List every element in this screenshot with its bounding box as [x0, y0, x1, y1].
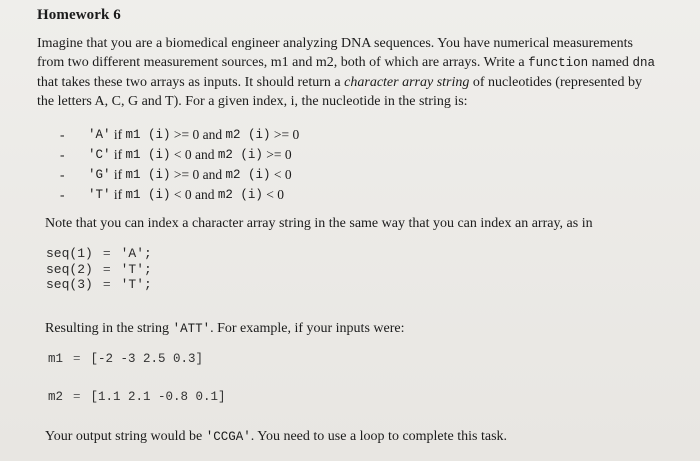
- resulting-text-post: . For example, if your inputs were:: [210, 321, 405, 336]
- intro-italic: character array string: [344, 75, 470, 90]
- rule-if: if: [113, 127, 123, 142]
- rule-letter: 'C': [88, 148, 111, 162]
- rule-conj: and: [195, 147, 215, 162]
- rule-letter: 'T': [88, 188, 111, 202]
- rule-if: if: [113, 167, 123, 182]
- code-rhs: 'T';: [120, 277, 152, 292]
- code-line: [46, 262, 152, 278]
- code-rhs: 'T';: [120, 261, 152, 277]
- resulting-code: 'ATT': [172, 322, 211, 336]
- code-eq: =: [102, 277, 111, 292]
- rule-letter: 'G': [88, 168, 111, 182]
- rule-conj: and: [202, 127, 223, 142]
- rule-if: if: [113, 147, 123, 162]
- code-lhs: seq(1): [46, 246, 93, 261]
- rule-a: [60, 125, 460, 145]
- rule-m1: m1 (i): [125, 148, 171, 162]
- intro-text-2: named: [588, 55, 633, 70]
- rule-op2: < 0: [266, 187, 285, 202]
- m1-value: [-2 -3 2.5 0.3]: [90, 352, 204, 366]
- page-title: Homework 6: [37, 7, 121, 23]
- intro-paragraph: [37, 34, 662, 111]
- rule-conj: and: [195, 187, 215, 202]
- resulting-text: Resulting in the string: [45, 321, 173, 336]
- output-text: Your output string would be: [45, 429, 206, 444]
- code-function: function: [528, 56, 589, 70]
- m2-eq: =: [73, 390, 81, 404]
- rule-m1: m1 (i): [125, 188, 171, 202]
- rule-op1: >= 0: [173, 127, 200, 142]
- note-paragraph: Note that you can index a character array string in the same way that you can index an array, as in: [45, 216, 593, 231]
- rule-t: [60, 185, 460, 205]
- intro-text-4: of nucleotides (represented by the letters A, C, G and T). For a given index, i, the nucleotide in the string is:: [37, 75, 642, 109]
- rule-op1: < 0: [173, 147, 192, 162]
- rule-c: [60, 145, 460, 165]
- rule-m2: m2 (i): [217, 148, 263, 162]
- m1-eq: =: [73, 352, 81, 366]
- m1-name: m1: [48, 352, 64, 366]
- code-lhs: seq(3): [46, 277, 93, 292]
- rule-op1: >= 0: [173, 167, 200, 182]
- bullet-dash: -: [60, 127, 65, 142]
- rule-letter: 'A': [88, 128, 111, 142]
- bullet-dash: -: [60, 167, 65, 182]
- intro-text-1: Imagine that you are a biomedical engineer analyzing DNA sequences. You have numerical measurements from two different measurement sources, m1 and m2, both of which are arrays. Write a: [37, 36, 633, 70]
- rule-if: if: [113, 187, 123, 202]
- intro-text-3: that takes these two arrays as inputs. It should return a: [37, 75, 345, 90]
- code-line: [46, 277, 152, 293]
- bullet-dash: -: [60, 147, 65, 162]
- code-eq: =: [102, 246, 111, 261]
- code-eq: =: [102, 261, 111, 277]
- code-lhs: seq(2): [46, 261, 93, 277]
- m2-name: m2: [48, 390, 64, 404]
- code-example: [46, 246, 152, 293]
- code-line: [46, 246, 152, 262]
- resulting-paragraph: [45, 319, 665, 339]
- rule-op2: >= 0: [266, 147, 292, 162]
- code-dna: dna: [632, 56, 655, 70]
- code-rhs: 'A';: [120, 246, 152, 261]
- bullet-dash: -: [60, 187, 65, 202]
- rule-m2: m2 (i): [225, 168, 271, 182]
- rule-conj: and: [202, 167, 223, 182]
- rule-m1: m1 (i): [125, 128, 171, 142]
- rule-g: [60, 165, 460, 185]
- rule-m1: m1 (i): [125, 168, 171, 182]
- rules-list: [60, 125, 460, 205]
- rule-op1: < 0: [173, 187, 192, 202]
- m1-example: [48, 352, 203, 366]
- m2-example: [48, 390, 226, 404]
- rule-op2: >= 0: [273, 127, 300, 142]
- output-code: 'CCGA': [205, 430, 251, 444]
- output-text-post: . You need to use a loop to complete this task.: [250, 429, 508, 444]
- output-paragraph: [45, 427, 665, 447]
- rule-m2: m2 (i): [217, 188, 263, 202]
- rule-op2: < 0: [273, 167, 292, 182]
- m2-value: [1.1 2.1 -0.8 0.1]: [90, 390, 226, 404]
- rule-m2: m2 (i): [225, 128, 271, 142]
